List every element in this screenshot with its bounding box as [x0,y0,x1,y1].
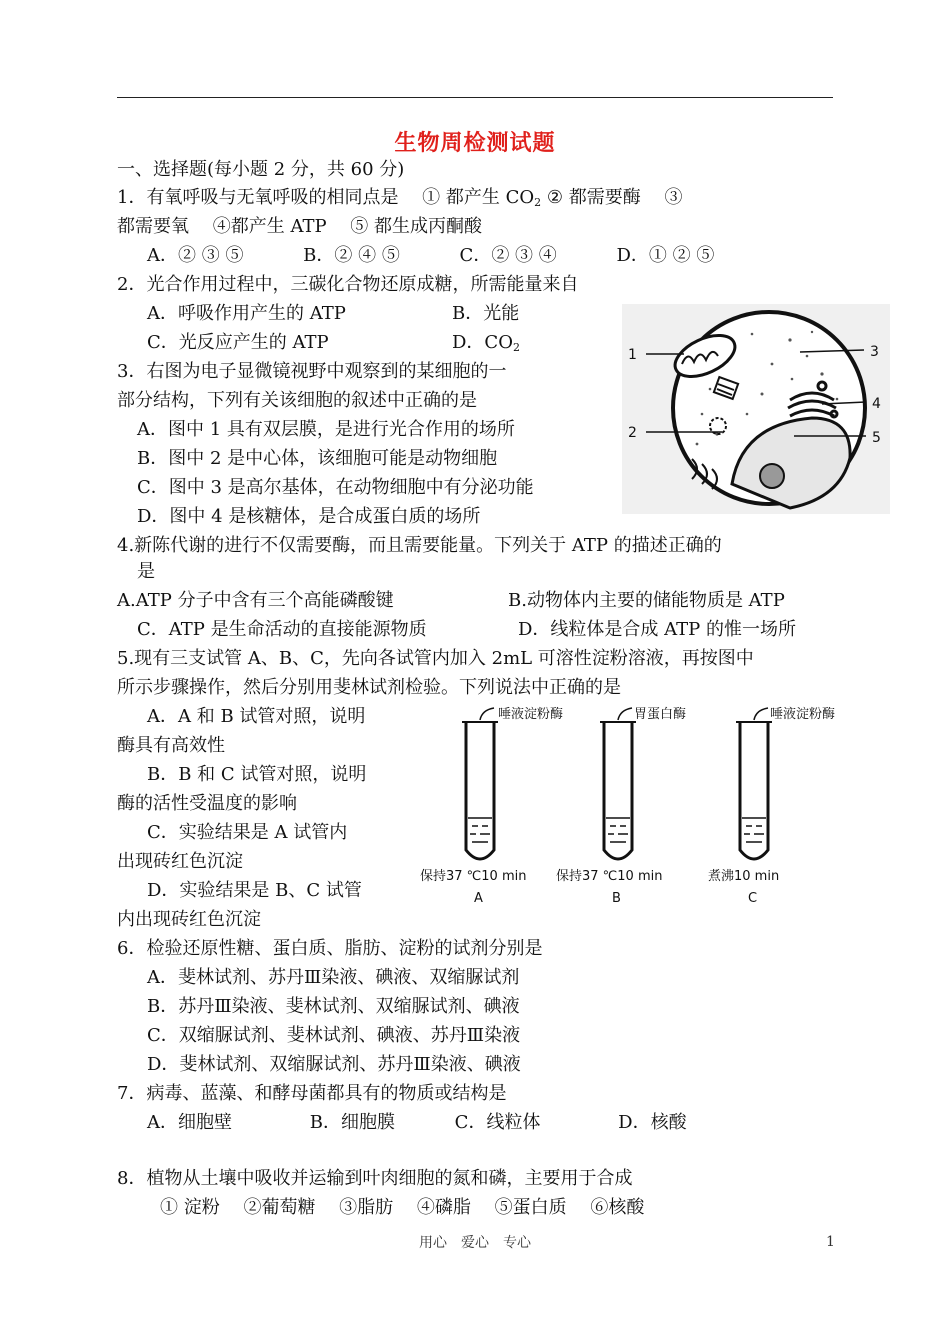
q3-option-b: B．图中 2 是中心体，该细胞可能是动物细胞 [137,448,498,469]
q7-stem: 7．病毒、蓝藻、和酵母菌都具有的物质或结构是 [117,1083,507,1104]
test-tube-figure [418,700,878,910]
q5-option-b-line1: B．B 和 C 试管对照，说明 [147,764,367,785]
figure-label-1: 1 [628,347,637,363]
page-number: 1 [826,1234,835,1250]
q3-option-a: A．图中 1 具有双层膜，是进行光合作用的场所 [137,419,515,440]
q5-option-b-line2: 酶的活性受温度的影响 [117,793,297,814]
q6-stem: 6．检验还原性糖、蛋白质、脂肪、淀粉的试剂分别是 [117,938,543,959]
q5-option-a-line2: 酶具有高效性 [117,735,225,756]
tube-c-condition: 煮沸10 min [708,869,780,884]
q5-option-c-line2: 出现砖红色沉淀 [117,851,243,872]
q8-stem: 8．植物从土壤中吸收并运输到叶肉细胞的氮和磷，主要用于合成 [117,1168,633,1189]
test-tube-c [736,708,772,859]
q5-stem-line1: 5.现有三支试管 A、B、C，先向各试管内加入 2mL 可溶性淀粉溶液，再按图中 [117,648,754,669]
q1-stem-line1 [117,186,682,215]
q2-co2-subscript: 2 [512,341,520,354]
q1-stem-b: ② 都需要酶 ③ [541,187,683,208]
q1-co2-subscript: 2 [534,196,542,209]
q4-option-a: A.ATP 分子中含有三个高能磷酸键 [117,590,394,611]
q4-option-d: D．线粒体是合成 ATP 的惟一场所 [518,619,797,640]
header-rule [117,97,833,98]
q3-option-c: C．图中 3 是高尔基体，在动物细胞中有分泌功能 [137,477,534,498]
q3-option-d: D．图中 4 是核糖体，是合成蛋白质的场所 [137,506,481,527]
tube-a-condition: 保持37 ℃10 min [420,869,527,884]
q5-stem-line2: 所示步骤操作，然后分别用斐林试剂检验。下列说法中正确的是 [117,677,621,698]
test-tube-a [462,708,498,859]
figure-label-2: 2 [628,425,637,441]
tube-b-enzyme: 胃蛋白酶 [634,707,687,722]
q2-option-d-text: D．CO [452,332,513,353]
section-header: 一、选择题(每小题 2 分，共 60 分) [117,159,405,180]
q3-stem-line1: 3．右图为电子显微镜视野中观察到的某细胞的一 [117,361,507,382]
page-footer: 用心 爱心 专心 [419,1235,531,1251]
q5-option-d-line2: 内出现砖红色沉淀 [117,909,261,930]
q2-option-d [452,331,520,360]
q5-option-c-line1: C．实验结果是 A 试管内 [147,822,348,843]
q1-options: A．② ③ ⑤ B．② ④ ⑤ C．② ③ ④ D．① ② ⑤ [147,245,715,266]
q4-stem-line1: 4.新陈代谢的进行不仅需要酶，而且需要能量。下列关于 ATP 的描述正确的 [117,535,722,556]
q4-option-b: B.动物体内主要的储能物质是 ATP [508,590,785,611]
tube-a-letter: A [474,891,483,906]
q2-option-b: B．光能 [452,303,520,324]
q4-option-c: C．ATP 是生命活动的直接能源物质 [137,619,427,640]
tube-c-enzyme: 唾液淀粉酶 [770,707,836,722]
q2-stem: 2．光合作用过程中，三碳化合物还原成糖，所需能量来自 [117,274,579,295]
tube-b-condition: 保持37 ℃10 min [556,869,663,884]
q2-option-c: C．光反应产生的 ATP [147,332,329,353]
figure-label-4: 4 [872,396,881,412]
q6-option-d: D．斐林试剂、双缩脲试剂、苏丹Ⅲ染液、碘液 [147,1054,521,1075]
q6-option-b: B．苏丹Ⅲ染液、斐林试剂、双缩脲试剂、碘液 [147,996,520,1017]
tube-b-letter: B [612,891,621,906]
figure-label-5: 5 [872,430,881,446]
page-title: 生物周检测试题 [394,130,556,156]
q7-options: A．细胞壁 B．细胞膜 C．线粒体 D．核酸 [147,1112,687,1133]
q6-option-a: A．斐林试剂、苏丹Ⅲ染液、碘液、双缩脲试剂 [147,967,520,988]
q5-option-a-line1: A．A 和 B 试管对照，说明 [147,706,366,727]
q1-stem-line2: 都需要氧 ④都产生 ATP ⑤ 都生成丙酮酸 [117,216,483,237]
test-tube-b [600,708,636,859]
q8-options: ① 淀粉 ②葡萄糖 ③脂肪 ④磷脂 ⑤蛋白质 ⑥核酸 [160,1197,645,1218]
q2-option-a: A．呼吸作用产生的 ATP [147,303,346,324]
q5-option-d-line1: D．实验结果是 B、C 试管 [147,880,362,901]
q4-stem-line2: 是 [137,561,155,582]
tube-a-enzyme: 唾液淀粉酶 [498,707,564,722]
figure-label-3: 3 [870,344,879,360]
tube-c-letter: C [748,891,758,906]
q1-stem-a: 1．有氧呼吸与无氧呼吸的相同点是 ① 都产生 CO [117,187,535,208]
cell-figure [622,304,890,514]
q6-option-c: C．双缩脲试剂、斐林试剂、碘液、苏丹Ⅲ染液 [147,1025,521,1046]
q3-stem-line2: 部分结构，下列有关该细胞的叙述中正确的是 [117,390,477,411]
